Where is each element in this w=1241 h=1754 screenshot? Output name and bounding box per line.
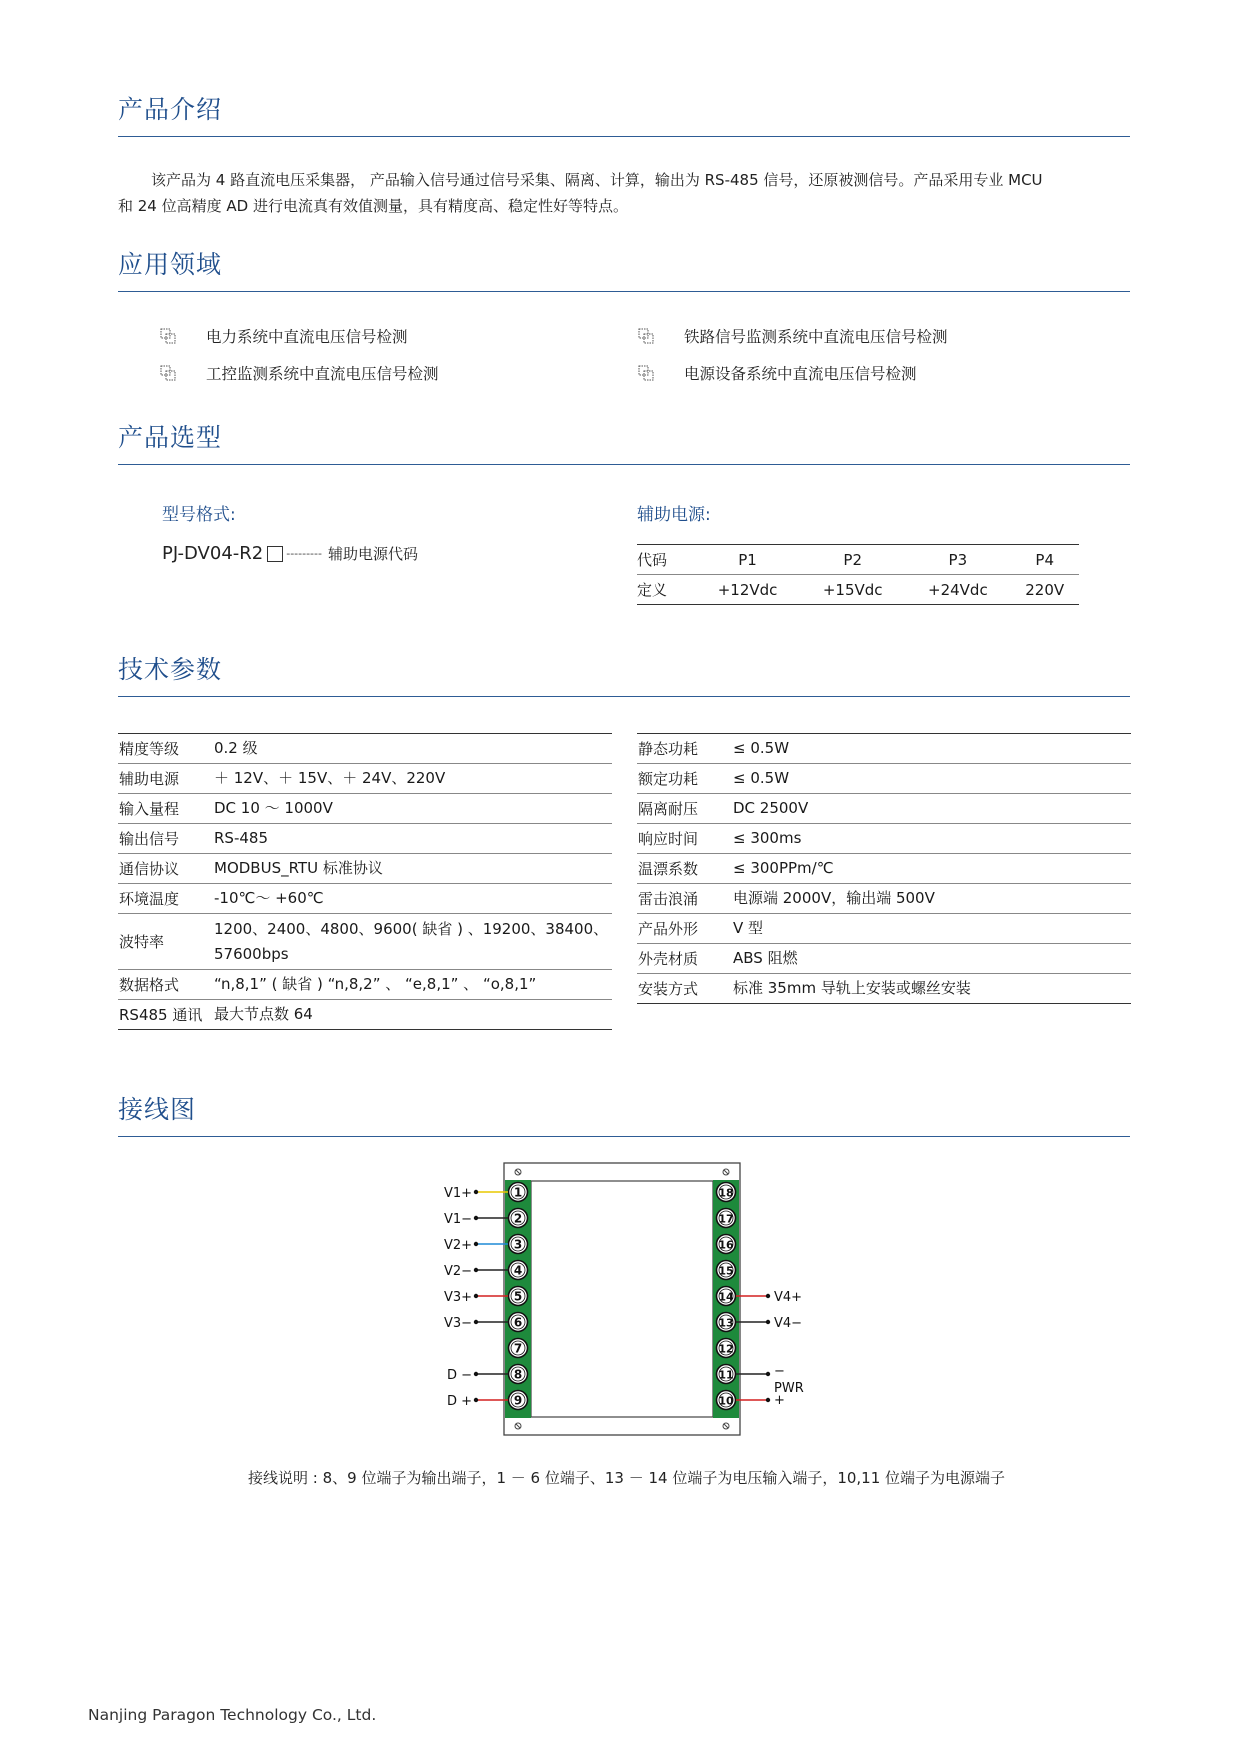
params-table-right bbox=[637, 733, 1131, 1004]
table-row bbox=[637, 974, 1131, 1004]
terminal bbox=[509, 1365, 528, 1384]
param-key: 波特率 bbox=[118, 914, 213, 970]
table-row bbox=[118, 914, 612, 970]
table-row bbox=[637, 794, 1131, 824]
terminal bbox=[717, 1365, 736, 1384]
placeholder-box bbox=[267, 546, 283, 562]
aux-power-label: 辅助电源: bbox=[637, 505, 711, 525]
terminal bbox=[509, 1391, 528, 1410]
wire-label: D + bbox=[446, 1394, 472, 1409]
application-label: 工控监测系统中直流电压信号检测 bbox=[206, 365, 439, 383]
company-footer: Nanjing Paragon Technology Co., Ltd. bbox=[88, 1706, 377, 1724]
param-value: 最大节点数 64 bbox=[213, 1000, 612, 1030]
wire-end bbox=[474, 1398, 478, 1402]
terminal bbox=[509, 1235, 528, 1254]
param-key: 辅助电源 bbox=[118, 764, 213, 794]
params-table-left bbox=[118, 733, 612, 1030]
param-value: DC 2500V bbox=[732, 794, 1131, 824]
wire-end bbox=[474, 1242, 478, 1246]
terminal bbox=[717, 1287, 736, 1306]
param-key: 环境温度 bbox=[118, 884, 213, 914]
application-item bbox=[638, 362, 917, 384]
param-value bbox=[213, 914, 612, 970]
application-label: 铁路信号监测系统中直流电压信号检测 bbox=[684, 328, 948, 346]
table-cell: +15Vdc bbox=[800, 575, 905, 605]
param-value: MODBUS_RTU 标准协议 bbox=[213, 854, 612, 884]
terminal bbox=[717, 1261, 736, 1280]
leader-dots: --------- bbox=[286, 547, 322, 560]
wire-end bbox=[474, 1372, 478, 1376]
bullet-icon bbox=[160, 365, 176, 381]
param-value: ≤ 300ms bbox=[732, 824, 1131, 854]
module-inner bbox=[531, 1181, 713, 1417]
terminal bbox=[509, 1261, 528, 1280]
table-cell: 220V bbox=[1010, 575, 1079, 605]
param-key: 静态功耗 bbox=[637, 734, 732, 764]
param-key: 输出信号 bbox=[118, 824, 213, 854]
table-row bbox=[637, 545, 1079, 575]
terminal-number: 13 bbox=[718, 1316, 734, 1330]
table-row bbox=[637, 824, 1131, 854]
terminal bbox=[717, 1339, 736, 1358]
wire-label: V3+ bbox=[443, 1290, 472, 1305]
wire-end bbox=[766, 1372, 770, 1376]
table-cell: +24Vdc bbox=[905, 575, 1010, 605]
table-row bbox=[118, 884, 612, 914]
terminal-number: 8 bbox=[513, 1367, 523, 1382]
table-cell: 代码 bbox=[637, 545, 695, 575]
wire-label: − bbox=[774, 1364, 785, 1379]
wire-label: V2+ bbox=[443, 1238, 472, 1253]
table-row bbox=[637, 914, 1131, 944]
application-item bbox=[160, 362, 439, 384]
wire-end bbox=[766, 1294, 770, 1298]
param-key: 隔离耐压 bbox=[637, 794, 732, 824]
table-cell: P4 bbox=[1010, 545, 1079, 575]
bullet-icon bbox=[638, 365, 654, 381]
table-row bbox=[637, 854, 1131, 884]
terminal bbox=[509, 1183, 528, 1202]
param-value: ≤ 300PPm/℃ bbox=[732, 854, 1131, 884]
wire-end bbox=[474, 1294, 478, 1298]
terminal-number: 18 bbox=[718, 1186, 734, 1200]
terminal bbox=[717, 1391, 736, 1410]
terminal bbox=[509, 1287, 528, 1306]
terminal-number: 10 bbox=[718, 1394, 734, 1408]
param-value: ＋ 12V、＋ 15V、＋ 24V、220V bbox=[213, 764, 612, 794]
param-value: RS-485 bbox=[213, 824, 612, 854]
model-format-label: 型号格式: bbox=[162, 505, 236, 525]
param-value: 电源端 2000V，输出端 500V bbox=[732, 884, 1131, 914]
terminal-number: 15 bbox=[718, 1264, 734, 1278]
terminal bbox=[717, 1183, 736, 1202]
param-key: 响应时间 bbox=[637, 824, 732, 854]
terminal-number: 2 bbox=[513, 1211, 523, 1226]
table-row bbox=[118, 970, 612, 1000]
terminal-number: 3 bbox=[513, 1237, 523, 1252]
table-row bbox=[637, 884, 1131, 914]
param-key: 安装方式 bbox=[637, 974, 732, 1004]
table-row bbox=[637, 575, 1079, 605]
terminal-number: 11 bbox=[718, 1368, 734, 1382]
table-row bbox=[118, 734, 612, 764]
pwr-label: PWR bbox=[774, 1381, 804, 1396]
param-key: 额定功耗 bbox=[637, 764, 732, 794]
wire-label: V1+ bbox=[443, 1186, 472, 1201]
terminal-number: 4 bbox=[513, 1263, 523, 1278]
param-key: 通信协议 bbox=[118, 854, 213, 884]
bullet-icon bbox=[160, 328, 176, 344]
param-value: ≤ 0.5W bbox=[732, 734, 1131, 764]
table-row bbox=[637, 764, 1131, 794]
terminal-number: 9 bbox=[513, 1393, 523, 1408]
param-value-line: 1200、2400、4800、9600( 缺省 ) 、19200、38400、 bbox=[214, 919, 609, 938]
param-value-line: 57600bps bbox=[214, 944, 289, 963]
application-item bbox=[160, 325, 408, 347]
table-cell: +12Vdc bbox=[695, 575, 800, 605]
application-item bbox=[638, 325, 948, 347]
wire-label: + bbox=[774, 1393, 785, 1408]
table-row bbox=[118, 1000, 612, 1030]
param-value: V 型 bbox=[732, 914, 1131, 944]
section-title-wiring: 接线图 bbox=[118, 1090, 1130, 1137]
table-cell: P2 bbox=[800, 545, 905, 575]
section-title-application: 应用领域 bbox=[118, 245, 1130, 292]
terminal-number: 7 bbox=[513, 1341, 523, 1356]
wiring-note: 接线说明 : 8、9 位端子为输出端子，1 － 6 位端子、13 － 14 位端子为电压输入端子，10,11 位端子为电源端子 bbox=[248, 1469, 1006, 1487]
param-key: 产品外形 bbox=[637, 914, 732, 944]
intro-line-2: 和 24 位高精度 AD 进行电流真有效值测量，具有精度高、稳定性好等特点。 bbox=[118, 197, 628, 215]
terminal-number: 1 bbox=[513, 1185, 523, 1200]
terminal-number: 6 bbox=[513, 1315, 523, 1330]
param-key: 数据格式 bbox=[118, 970, 213, 1000]
wire-end bbox=[766, 1398, 770, 1402]
table-row bbox=[118, 794, 612, 824]
param-value: 标准 35mm 导轨上安装或螺丝安装 bbox=[732, 974, 1131, 1004]
terminal-number: 17 bbox=[718, 1212, 734, 1226]
section-title-intro: 产品介绍 bbox=[118, 90, 1130, 137]
param-value: “n,8,1” ( 缺省 ) “n,8,2” 、 “e,8,1” 、 “o,8,1” bbox=[213, 970, 612, 1000]
table-row bbox=[118, 854, 612, 884]
table-row bbox=[637, 944, 1131, 974]
terminal-number: 14 bbox=[718, 1290, 734, 1304]
wire-end bbox=[474, 1216, 478, 1220]
terminal-number: 5 bbox=[513, 1289, 523, 1304]
wire-label: V3− bbox=[443, 1316, 472, 1331]
param-value: ≤ 0.5W bbox=[732, 764, 1131, 794]
param-value: 0.2 级 bbox=[213, 734, 612, 764]
model-code: PJ-DV04-R2 bbox=[162, 543, 264, 564]
intro-paragraph bbox=[118, 167, 1130, 219]
param-key: RS485 通讯 bbox=[118, 1000, 213, 1030]
param-key: 精度等级 bbox=[118, 734, 213, 764]
wire-end bbox=[474, 1190, 478, 1194]
wire-label: V4+ bbox=[774, 1290, 803, 1305]
application-label: 电源设备系统中直流电压信号检测 bbox=[684, 365, 917, 383]
param-key: 输入量程 bbox=[118, 794, 213, 824]
wire-end bbox=[766, 1320, 770, 1324]
bullet-icon bbox=[638, 328, 654, 344]
param-value: ABS 阻燃 bbox=[732, 944, 1131, 974]
terminal bbox=[509, 1209, 528, 1228]
table-row bbox=[118, 824, 612, 854]
param-key: 雷击浪涌 bbox=[637, 884, 732, 914]
table-row bbox=[637, 734, 1131, 764]
wire-label: V2− bbox=[443, 1264, 472, 1279]
wire-label: V4− bbox=[774, 1316, 803, 1331]
wire-end bbox=[474, 1268, 478, 1272]
section-title-params: 技术参数 bbox=[118, 650, 1130, 697]
model-format bbox=[162, 543, 418, 564]
wire-label: V1− bbox=[443, 1212, 472, 1227]
terminal bbox=[509, 1313, 528, 1332]
table-cell: P3 bbox=[905, 545, 1010, 575]
terminal bbox=[717, 1313, 736, 1332]
param-value: DC 10 ～ 1000V bbox=[213, 794, 612, 824]
terminal bbox=[717, 1235, 736, 1254]
table-cell: P1 bbox=[695, 545, 800, 575]
terminal-number: 12 bbox=[718, 1342, 734, 1356]
terminal bbox=[717, 1209, 736, 1228]
table-cell: 定义 bbox=[637, 575, 695, 605]
application-label: 电力系统中直流电压信号检测 bbox=[206, 328, 408, 346]
terminal-number: 16 bbox=[718, 1238, 734, 1252]
param-value: -10℃～ +60℃ bbox=[213, 884, 612, 914]
param-key: 外壳材质 bbox=[637, 944, 732, 974]
model-note: 辅助电源代码 bbox=[327, 545, 418, 563]
section-title-selection: 产品选型 bbox=[118, 418, 1130, 465]
intro-line-1: 该产品为 4 路直流电压采集器， 产品输入信号通过信号采集、隔离、计算，输出为 RS-485 信号，还原被测信号。产品采用专业 MCU bbox=[151, 171, 1043, 189]
param-key: 温漂系数 bbox=[637, 854, 732, 884]
table-row bbox=[118, 764, 612, 794]
wire-label: D − bbox=[446, 1368, 472, 1383]
aux-power-table bbox=[637, 544, 1079, 605]
terminal bbox=[509, 1339, 528, 1358]
wire-end bbox=[474, 1320, 478, 1324]
wiring-diagram bbox=[430, 1155, 810, 1455]
